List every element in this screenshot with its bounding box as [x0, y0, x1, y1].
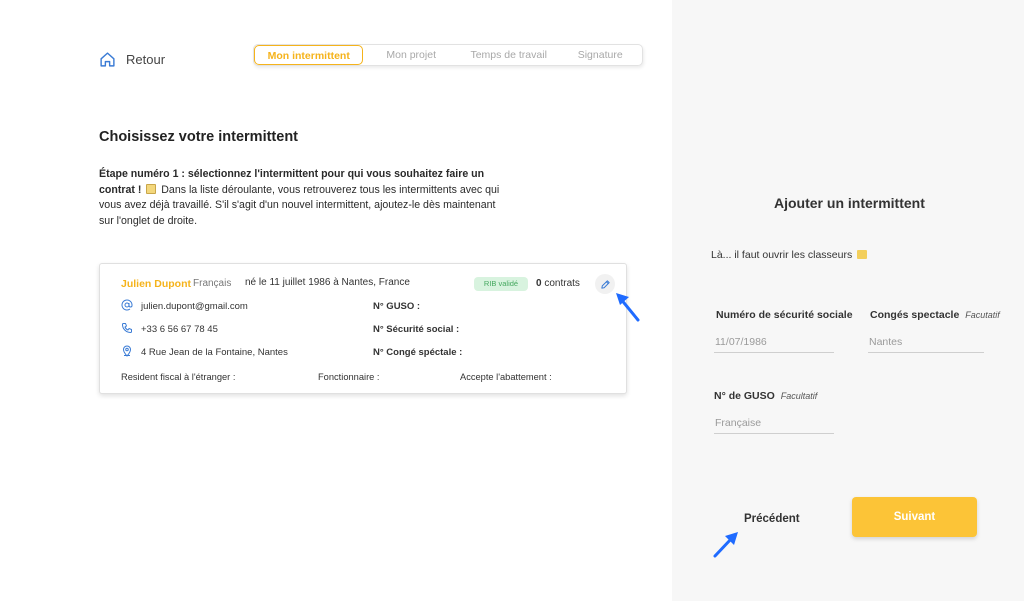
- guso-optional: Facultatif: [780, 391, 818, 401]
- back-label: Retour: [126, 52, 166, 67]
- next-button[interactable]: Suivant: [852, 497, 977, 537]
- location-icon: [121, 345, 133, 357]
- resident-label: Resident fiscal à l'étranger :: [121, 372, 236, 382]
- conges-optional: Facutatif: [965, 310, 1000, 320]
- step-body-text: Dans la liste déroulante, vous retrouverez tous les intermittents avec qui vous avez déjà travaillé. S'il s'agit d'un nouvel intermittent, ajoutez-le dès maintenant sur l'onglet de droite.: [99, 183, 500, 227]
- secu-label: N° Sécurité social :: [373, 324, 460, 335]
- step-bold-text: Étape numéro 1 : sélectionnez l'intermittent pour qui vous souhaitez faire un contrat !: [99, 168, 485, 196]
- phone-text: +33 6 56 67 78 45: [141, 324, 218, 335]
- secu-field-label: Numéro de sécurité sociale: [716, 309, 853, 321]
- conges-field-label: [870, 309, 1000, 321]
- arrow-pointer: [612, 290, 644, 324]
- contracts-number: 0: [536, 278, 542, 289]
- back-link[interactable]: [99, 51, 165, 68]
- intermittent-card[interactable]: [99, 263, 627, 394]
- rib-status-badge: RIB validé: [474, 277, 528, 291]
- side-title: Ajouter un intermittent: [774, 195, 925, 211]
- side-subtitle-text: Là... il faut ouvrir les classeurs: [711, 249, 853, 261]
- tab-temps-de-travail[interactable]: Temps de travail: [470, 49, 547, 61]
- conges-label-text: Congés spectacle: [870, 309, 960, 321]
- contracts-count: [536, 278, 580, 289]
- home-icon: [99, 51, 116, 68]
- at-icon: [121, 299, 133, 311]
- folder-icon: [857, 250, 867, 259]
- guso-field-label: [714, 390, 817, 402]
- guso-input[interactable]: [714, 412, 834, 434]
- tab-mon-intermittent[interactable]: Mon intermittent: [254, 45, 363, 65]
- contracts-label: contrats: [544, 278, 580, 289]
- conge-label: N° Congé spéctale :: [373, 347, 463, 358]
- conges-input[interactable]: [868, 331, 984, 353]
- tab-signature[interactable]: Signature: [577, 49, 623, 61]
- abattement-label: Accepte l'abattement :: [460, 372, 552, 382]
- guso-label: N° GUSO :: [373, 301, 421, 312]
- fonctionnaire-label: Fonctionnaire :: [318, 372, 380, 382]
- intermittent-birth: né le 11 juillet 1986 à Nantes, France: [245, 277, 410, 288]
- phone-icon: [121, 322, 133, 334]
- secu-input[interactable]: [714, 331, 834, 353]
- pencil-icon: [600, 279, 611, 290]
- step-description: [99, 167, 509, 229]
- email-text: julien.dupont@gmail.com: [141, 301, 248, 312]
- arrow-pointer: [710, 528, 742, 560]
- previous-button[interactable]: Précédent: [744, 513, 800, 525]
- side-subtitle: [711, 249, 867, 261]
- address-text: 4 Rue Jean de la Fontaine, Nantes: [141, 347, 288, 358]
- guso-label-text: N° de GUSO: [714, 390, 775, 402]
- stepper-tabs: [253, 44, 643, 66]
- intermittent-name: Julien Dupont: [121, 278, 191, 290]
- intermittent-nationality: Français: [193, 278, 232, 289]
- page-title: Choisissez votre intermittent: [99, 129, 299, 145]
- note-icon: [146, 184, 156, 194]
- tab-mon-projet[interactable]: Mon projet: [386, 49, 436, 61]
